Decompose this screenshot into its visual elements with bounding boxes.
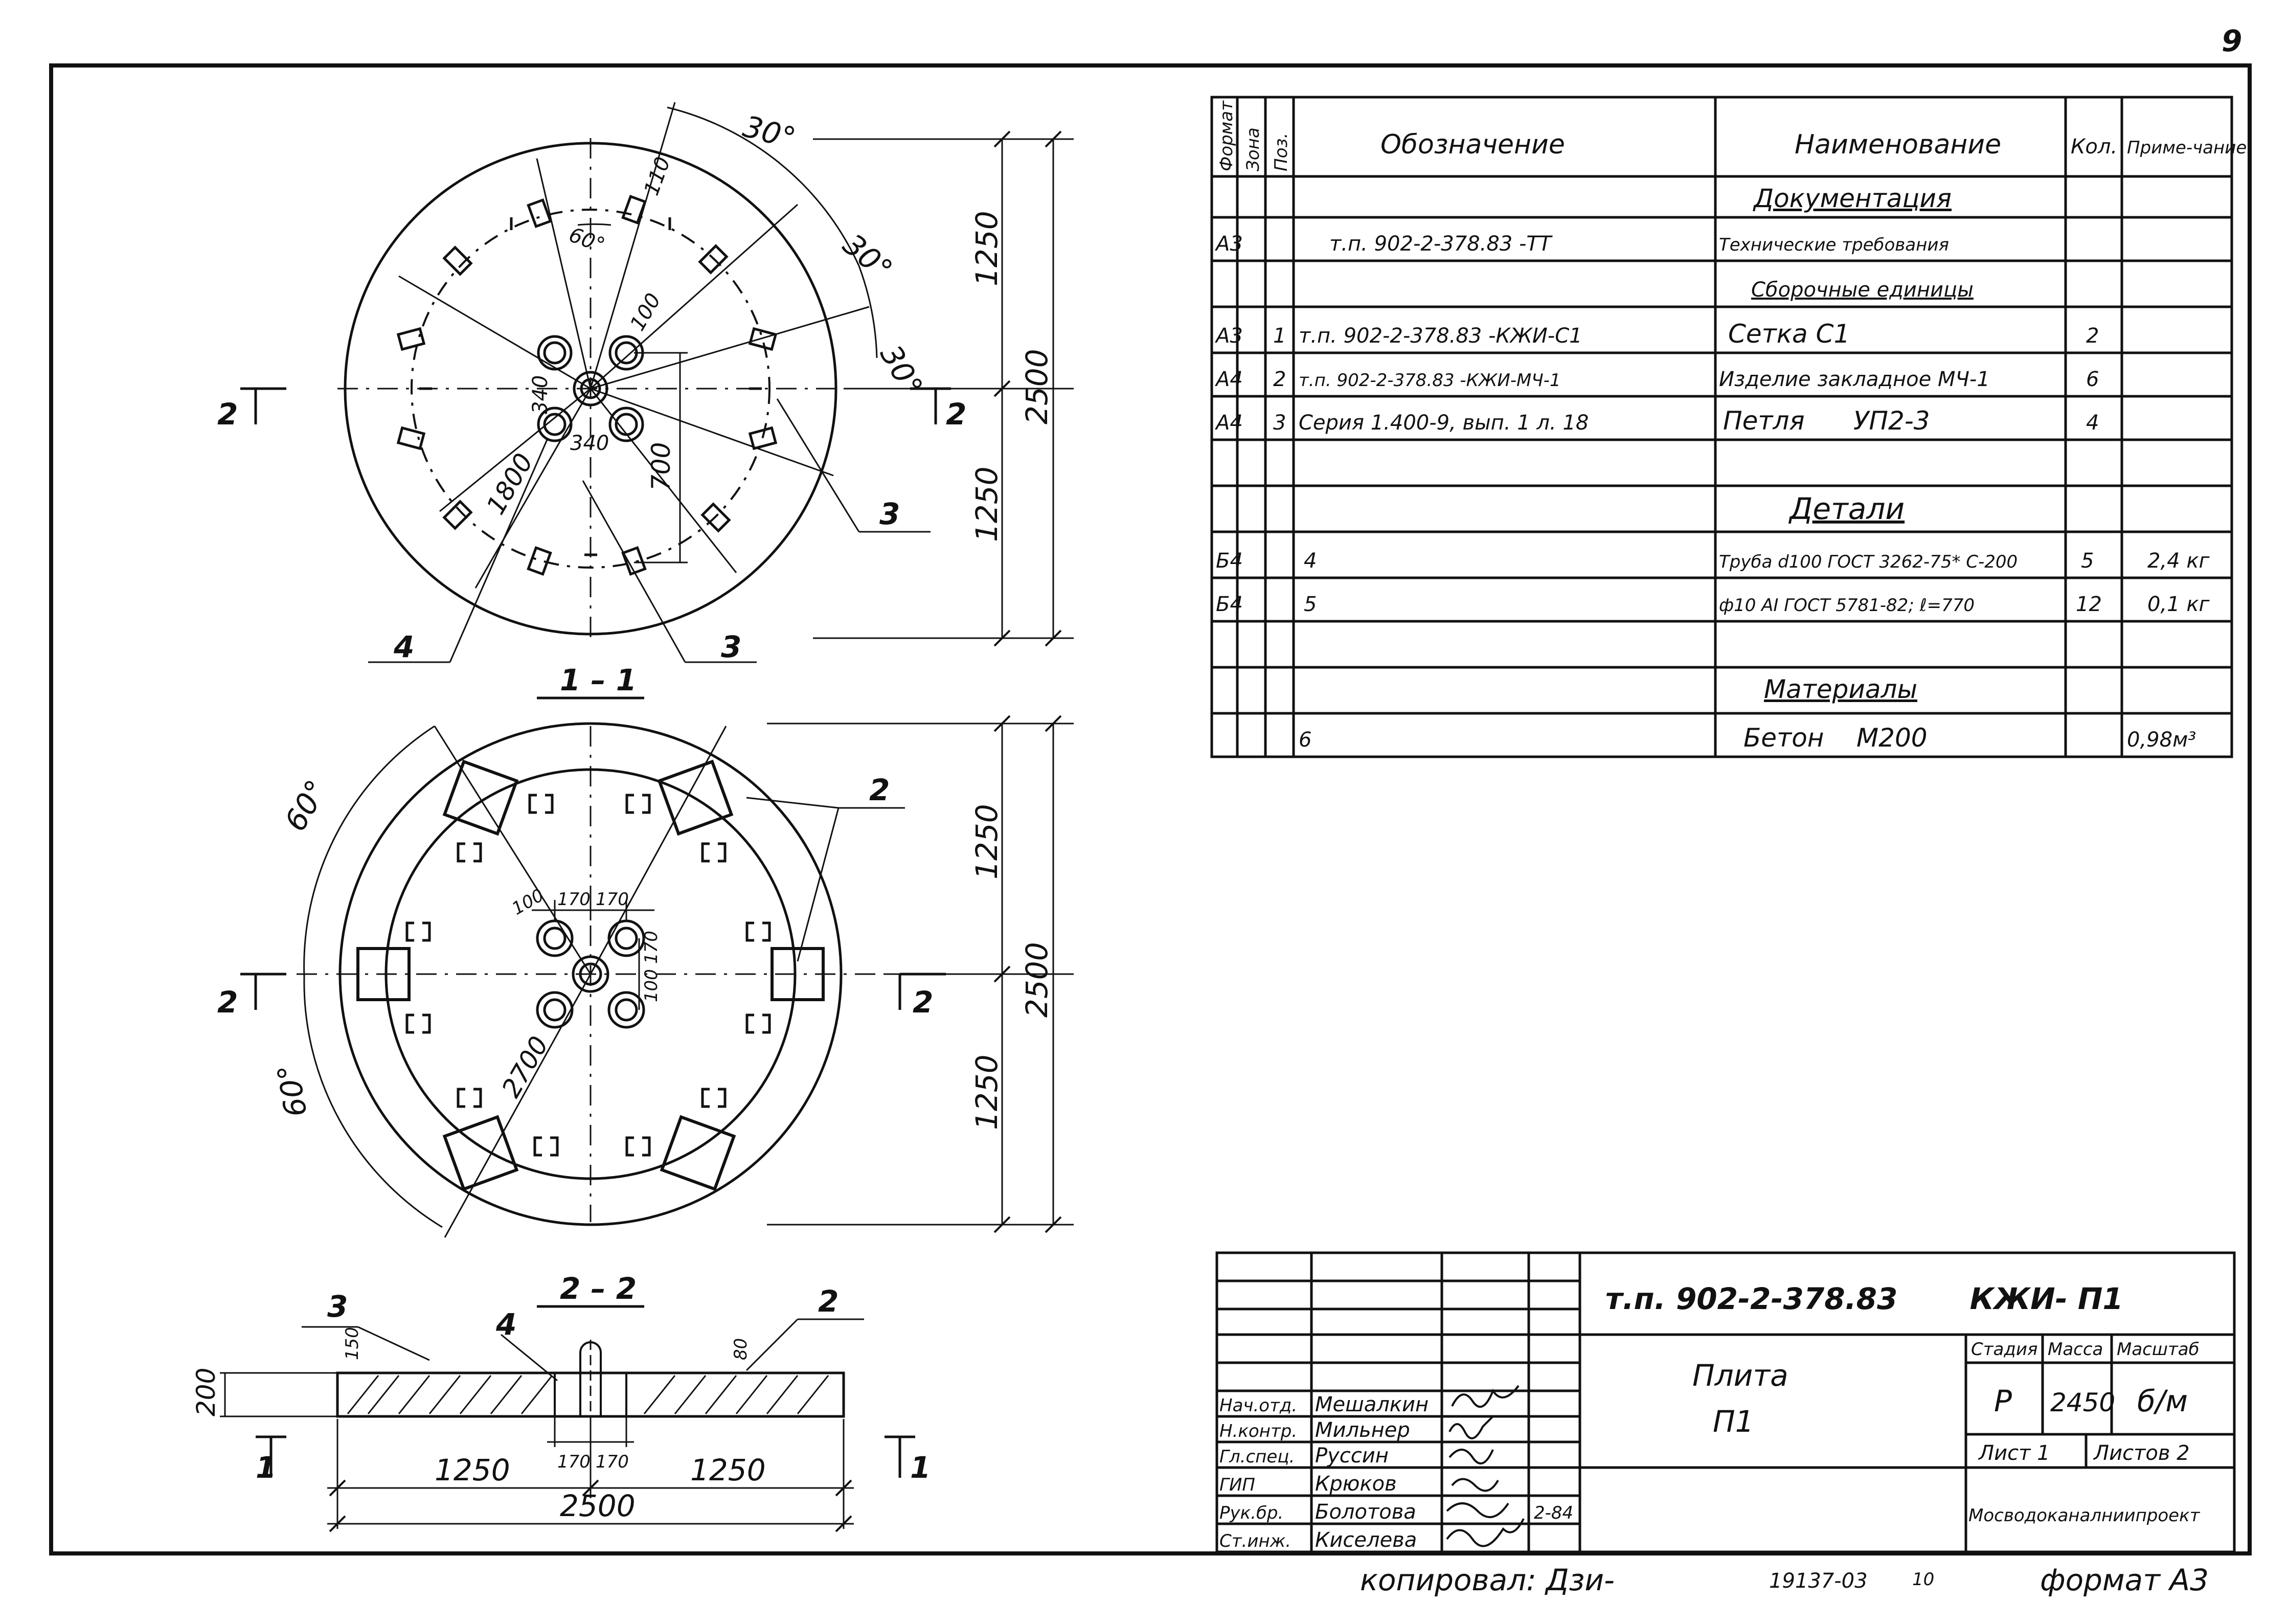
hdr-note: Приме-чание	[2127, 138, 2247, 158]
footer	[1360, 1563, 2209, 1597]
callout-3b: 3	[721, 629, 742, 664]
dim-1250b: 1250	[969, 466, 1004, 542]
sig-role-0: Нач.отд.	[1219, 1395, 1298, 1416]
row3-qty: 2	[2086, 324, 2099, 348]
row5-format: А4	[1216, 411, 1243, 435]
sig-name-3: Крюков	[1315, 1472, 1397, 1496]
row5-designation: Серия 1.400-9, вып. 1 л. 18	[1299, 411, 1589, 435]
row8-format: Б4	[1216, 549, 1243, 573]
section-2-2-labels	[191, 1271, 931, 1523]
title-line1: Плита	[1692, 1358, 1788, 1393]
dim-110: 110	[640, 153, 675, 199]
dim-170b-s22: 170	[596, 1452, 629, 1472]
angle-60: 60°	[565, 223, 608, 258]
section-mark-1-right: 1	[910, 1450, 931, 1485]
callout-3-s22: 3	[327, 1289, 348, 1324]
dim-200: 200	[191, 1367, 221, 1416]
scale-label: Масштаб	[2117, 1339, 2200, 1360]
dim-170a-s22: 170	[557, 1452, 591, 1472]
row8-pos: 4	[1304, 549, 1317, 573]
hdr-qty: Кол.	[2071, 135, 2118, 159]
stage-value: Р	[1994, 1384, 2012, 1418]
inventory-number: 19137-03	[1769, 1569, 1868, 1593]
row8-qty: 5	[2081, 549, 2094, 573]
sheets-label: Листов 2	[2094, 1441, 2190, 1465]
hdr-pos: Поз.	[1271, 132, 1292, 171]
row1-designation: т.п. 902-2-378.83 -ТТ	[1329, 232, 1552, 256]
sig-role-3: ГИП	[1219, 1475, 1255, 1495]
row1-format: А3	[1216, 232, 1243, 256]
row3-pos: 1	[1273, 324, 1286, 348]
dim-340a: 340	[529, 375, 552, 414]
dim-1250a-s22: 1250	[435, 1453, 510, 1487]
dim-2700: 2700	[496, 1031, 555, 1102]
row4-name: Изделие закладное МЧ-1	[1719, 368, 1990, 391]
dim-1250b-s11: 1250	[969, 1054, 1004, 1130]
mass-label: Масса	[2048, 1339, 2103, 1360]
sig-name-5: Киселева	[1315, 1528, 1417, 1552]
sig-mark-4: 2-84	[1534, 1503, 1574, 1523]
angle-30-2: 30°	[836, 227, 899, 287]
angle-30-1: 30°	[739, 108, 800, 156]
callout-4-s22: 4	[496, 1307, 517, 1342]
row0-name: Документация	[1754, 184, 1952, 213]
copied-by: копировал: Дзи-	[1360, 1563, 1615, 1597]
row3-name: Сетка С1	[1728, 319, 1850, 349]
dim-170a: 170	[557, 889, 591, 910]
sig-name-2: Руссин	[1315, 1444, 1389, 1468]
row4-designation: т.п. 902-2-378.83 -КЖИ-МЧ-1	[1299, 370, 1561, 391]
sig-role-1: Н.контр.	[1219, 1421, 1298, 1441]
row12-note: 0,98м³	[2127, 728, 2196, 752]
scale-value: б/м	[2137, 1384, 2188, 1418]
row3-designation: т.п. 902-2-378.83 -КЖИ-С1	[1299, 324, 1582, 348]
hdr-name: Наименование	[1795, 129, 2002, 160]
sig-role-4: Рук.бр.	[1219, 1503, 1284, 1523]
section-mark-1-left: 1	[256, 1450, 277, 1485]
callout-2-s11: 2	[869, 773, 890, 807]
dim-170v: 170	[641, 931, 662, 964]
callout-3a: 3	[879, 497, 900, 531]
title-block	[1217, 1253, 2234, 1552]
sig-role-2: Гл.спец.	[1219, 1447, 1295, 1467]
angle-60b: 60°	[270, 1062, 314, 1120]
section-mark-left: 2	[217, 397, 238, 432]
row7-name: Детали	[1789, 491, 1905, 526]
plan-top-labels	[217, 109, 1054, 664]
title-line2: П1	[1713, 1404, 1754, 1439]
row9-format: Б4	[1216, 593, 1243, 616]
section-mark-right-s11: 2	[913, 985, 934, 1020]
sig-role-5: Ст.инж.	[1219, 1531, 1292, 1551]
row9-pos: 5	[1304, 593, 1317, 616]
dim-80: 80	[731, 1338, 751, 1360]
dim-100a: 100	[508, 885, 548, 919]
row5-qty: 4	[2086, 411, 2099, 435]
hdr-zone: Зона	[1243, 127, 1263, 171]
section-1-1-labels	[217, 663, 1054, 1130]
row9-note: 0,1 кг	[2147, 593, 2210, 616]
row2-name: Сборочные единицы	[1751, 278, 1974, 302]
row3-format: А3	[1216, 324, 1243, 348]
callout-4: 4	[394, 629, 415, 664]
section-1-1-view	[240, 698, 1074, 1237]
section-1-1-title: 1 – 1	[560, 663, 637, 697]
section-mark-left-s11: 2	[217, 985, 238, 1020]
organization: Мосводоканалниипроект	[1968, 1505, 2200, 1526]
spec-table	[1212, 97, 2247, 757]
dim-150: 150	[342, 1327, 363, 1360]
sheet-label: Лист 1	[1979, 1441, 2050, 1465]
row9-name: ф10 АI ГОСТ 5781-82; ℓ=770	[1719, 595, 1975, 616]
row4-pos: 2	[1273, 368, 1286, 391]
hdr-format: Формат	[1216, 101, 1237, 171]
dim-2500-s22: 2500	[560, 1488, 636, 1523]
dim-170b: 170	[596, 889, 629, 910]
dim-1250a-s11: 1250	[969, 804, 1004, 879]
hdr-designation: Обозначение	[1380, 129, 1565, 160]
sig-name-1: Мильнер	[1315, 1418, 1410, 1442]
row4-format: А4	[1216, 368, 1243, 391]
callout-2-s22: 2	[818, 1284, 839, 1319]
row5-name: Петля УП2-3	[1723, 406, 1930, 436]
sig-name-0: Мешалкин	[1315, 1393, 1429, 1416]
row1-name: Технические требования	[1719, 235, 1949, 255]
row9-qty: 12	[2076, 593, 2102, 616]
dim-1250a: 1250	[969, 211, 1004, 286]
dim-700: 700	[646, 442, 676, 491]
section-mark-right: 2	[946, 397, 967, 432]
dim-2500-s11: 2500	[1020, 942, 1054, 1018]
dim-1800: 1800	[481, 448, 539, 520]
format-label: формат А3	[2040, 1563, 2209, 1597]
dim-100: 100	[625, 289, 666, 335]
row5-pos: 3	[1273, 411, 1286, 435]
mass-value: 2450	[2050, 1388, 2116, 1417]
sig-name-4: Болотова	[1315, 1500, 1416, 1524]
sheet-number: 9	[2222, 24, 2242, 58]
angle-30-3: 30°	[873, 339, 930, 402]
row4-qty: 6	[2086, 368, 2099, 391]
inventory-sheet: 10	[1912, 1569, 1935, 1590]
dim-340b: 340	[570, 432, 609, 455]
project-code: т.п. 902-2-378.83 КЖИ- П1	[1605, 1281, 2123, 1316]
stage-label: Стадия	[1971, 1339, 2038, 1360]
row12-pos: 6	[1299, 728, 1312, 752]
row8-name: Труба d100 ГОСТ 3262-75* С-200	[1719, 552, 2018, 572]
row8-note: 2,4 кг	[2147, 549, 2210, 573]
dim-100b: 100	[641, 969, 662, 1002]
row12-name: Бетон М200	[1743, 723, 1928, 753]
spec-table-header	[1216, 100, 2247, 171]
row11-name: Материалы	[1764, 674, 1917, 704]
signature-marks	[1447, 1386, 1524, 1546]
angle-60a: 60°	[278, 774, 334, 837]
dim-1250b-s22: 1250	[690, 1453, 766, 1487]
dim-2500: 2500	[1020, 349, 1054, 424]
section-2-2-title: 2 – 2	[560, 1271, 637, 1306]
